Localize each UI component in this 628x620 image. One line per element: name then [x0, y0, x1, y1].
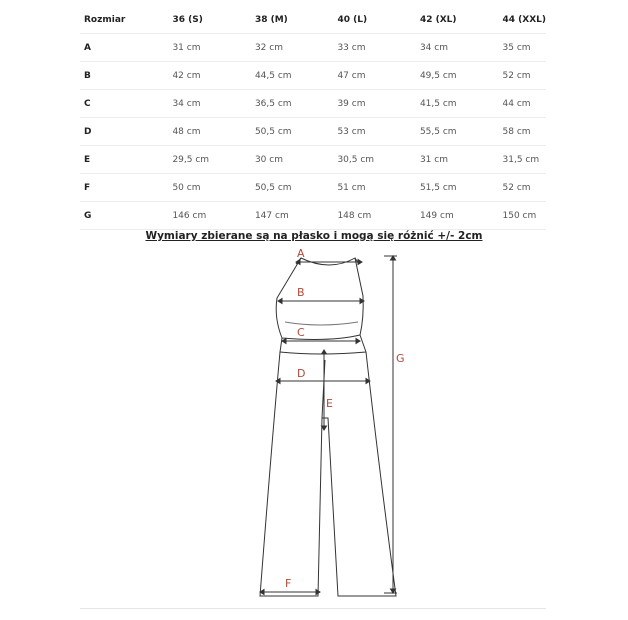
column-header: 40 (L): [333, 6, 416, 34]
row-label: E: [80, 146, 168, 174]
label-c: C: [297, 326, 305, 339]
table-cell: 50,5 cm: [251, 174, 334, 202]
table-cell: 35 cm: [499, 34, 547, 62]
table-cell: 31,5 cm: [499, 146, 547, 174]
arrow-g-bottom: [391, 589, 396, 593]
bodice-seam: [285, 322, 358, 325]
table-cell: 44,5 cm: [251, 62, 334, 90]
table-cell: 32 cm: [251, 34, 334, 62]
table-cell: 55,5 cm: [416, 118, 499, 146]
table-cell: 31 cm: [416, 146, 499, 174]
divider: [80, 608, 546, 609]
measurement-note: Wymiary zbierane są na płasko i mogą się różnić +/- 2cm: [145, 230, 483, 242]
column-header: Rozmiar: [80, 6, 168, 34]
row-label: A: [80, 34, 168, 62]
table-cell: 42 cm: [168, 62, 251, 90]
arrow-f-right: [316, 590, 320, 595]
arrow-b-left: [278, 299, 282, 304]
table-cell: 146 cm: [168, 202, 251, 230]
table-cell: 52 cm: [499, 174, 547, 202]
arrow-a-right: [358, 260, 362, 265]
row-label: G: [80, 202, 168, 230]
label-a: A: [297, 247, 305, 260]
table-cell: 50 cm: [168, 174, 251, 202]
column-header: 44 (XXL): [499, 6, 547, 34]
table-cell: 150 cm: [499, 202, 547, 230]
row-label: D: [80, 118, 168, 146]
table-cell: 39 cm: [333, 90, 416, 118]
table-cell: 41,5 cm: [416, 90, 499, 118]
bodice-outline: [276, 258, 363, 339]
table-cell: 44 cm: [499, 90, 547, 118]
row-label: F: [80, 174, 168, 202]
table-cell: 51 cm: [333, 174, 416, 202]
label-d: D: [297, 367, 306, 380]
table-cell: 50,5 cm: [251, 118, 334, 146]
table-cell: 48 cm: [168, 118, 251, 146]
table-cell: 52 cm: [499, 62, 547, 90]
table-cell: 36,5 cm: [251, 90, 334, 118]
label-e: E: [326, 397, 333, 410]
table-cell: 49,5 cm: [416, 62, 499, 90]
table-cell: 31 cm: [168, 34, 251, 62]
row-label: B: [80, 62, 168, 90]
table-cell: 51,5 cm: [416, 174, 499, 202]
column-header: 42 (XL): [416, 6, 499, 34]
table-cell: 34 cm: [416, 34, 499, 62]
label-b: B: [297, 286, 305, 299]
table-cell: 58 cm: [499, 118, 547, 146]
arrow-d-left: [276, 379, 280, 384]
table-cell: 33 cm: [333, 34, 416, 62]
table-cell: 29,5 cm: [168, 146, 251, 174]
arrow-g-top: [391, 256, 396, 260]
table-cell: 148 cm: [333, 202, 416, 230]
column-header: 38 (M): [251, 6, 334, 34]
arrow-e-top: [322, 350, 327, 354]
table-cell: 147 cm: [251, 202, 334, 230]
table-cell: 53 cm: [333, 118, 416, 146]
row-label: C: [80, 90, 168, 118]
label-g: G: [396, 352, 405, 365]
arrow-c-left: [282, 339, 286, 344]
jumpsuit-outline: [260, 258, 396, 596]
table-cell: 47 cm: [333, 62, 416, 90]
trousers-outline: [260, 352, 396, 596]
label-f: F: [285, 577, 292, 590]
measurement-labels: [285, 247, 405, 590]
arrow-c-right: [356, 339, 360, 344]
table-cell: 30 cm: [251, 146, 334, 174]
column-header: 36 (S): [168, 6, 251, 34]
table-cell: 30,5 cm: [333, 146, 416, 174]
arrow-e-bottom: [322, 426, 327, 430]
table-cell: 34 cm: [168, 90, 251, 118]
table-cell: 149 cm: [416, 202, 499, 230]
